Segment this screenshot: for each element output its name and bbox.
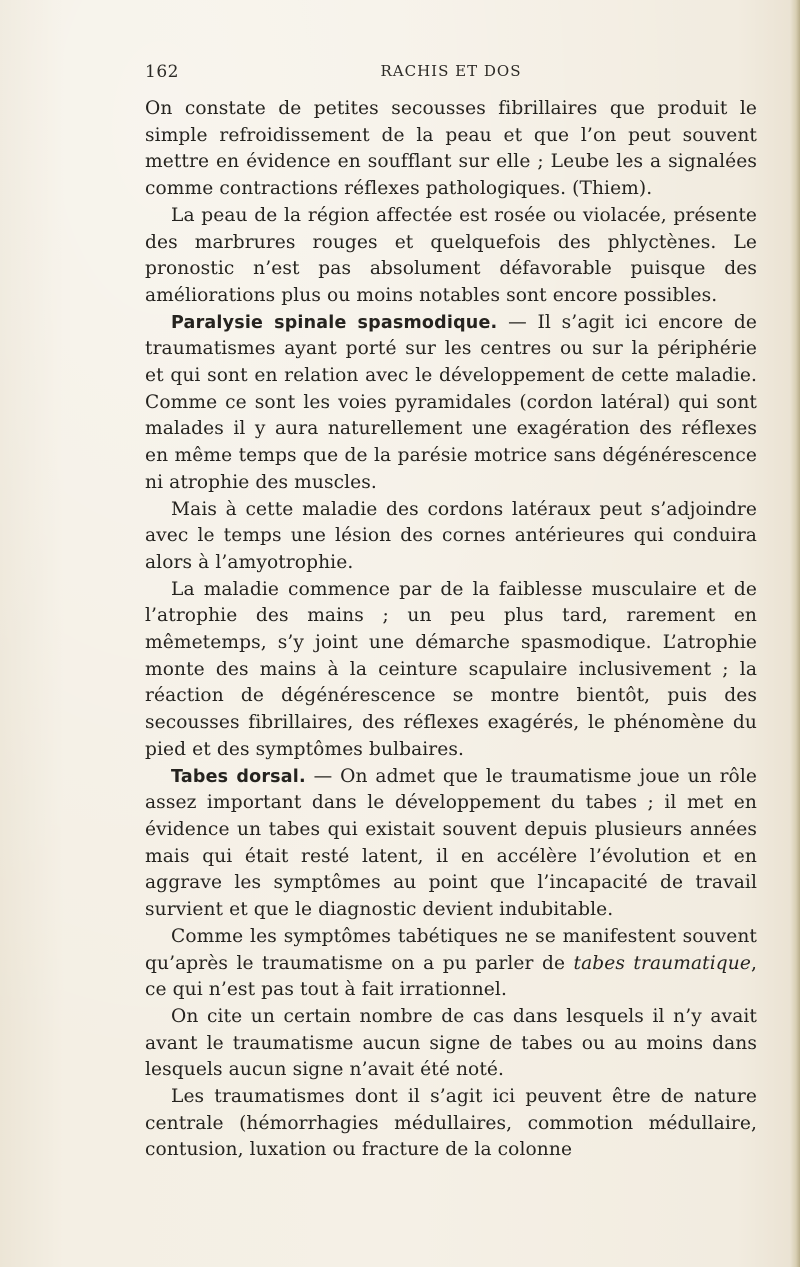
paragraph-text: On constate de petites secousses fibrillaires que produit le simple refroidissement de la peau et que l’on peut souvent mettre en évidence en soufflant sur elle ; Leube les a signalées comme contractions réflexes pathologiques. (Thiem). <box>145 98 757 200</box>
section-heading: Tabes dorsal. <box>171 766 306 787</box>
paragraph <box>145 497 757 577</box>
paragraph <box>145 1084 757 1164</box>
paragraph-text: — Il s’agit ici encore de traumatismes ayant porté sur les centres ou sur la périphérie et qui sont en relation avec le développement de cette maladie. Comme ce sont les voies pyramidales (cordon latéral) qui sont malades il y aura naturellement une exagération des réflexes en même temps que de la parésie motrice sans dégénérescence ni atrophie des muscles. <box>145 311 758 493</box>
emphasized-term: tabes traumatique <box>573 952 751 974</box>
paragraph-text: Les traumatismes dont il s’agit ici peuvent être de nature centrale (hémorrhagies médullaires, commotion médullaire, contusion, luxation ou fracture de la colonne <box>145 1086 757 1161</box>
paragraph-text: On cite un certain nombre de cas dans lesquels il n’y avait avant le traumatisme aucun signe de tabes ou au moins dans lesquels aucun signe n’avait été noté. <box>145 1005 757 1081</box>
paragraph-text: La maladie commence par de la faiblesse musculaire et de l’atrophie des mains ; un peu plus tard, rarement en mêmetemps, s’y joint une démarche spasmodique. L’atrophie monte des mains à la ceinture scapulaire inclusivement ; la réaction de dégénérescence se montre bientôt, puis des secousses fibrillaires, des réflexes exagérés, le phénomène du pied et des symptômes bulbaires. <box>145 578 757 760</box>
paragraph <box>145 924 757 1004</box>
paragraph-text: Mais à cette maladie des cordons latéraux peut s’adjoindre avec le temps une lésion des cornes antérieures qui conduira alors à l’amyotrophie. <box>145 498 757 573</box>
paragraph-text: — On admet que le traumatisme joue un rôle assez important dans le développement du tabes ; il met en évidence un tabes qui existait souvent depuis plusieurs années mais qui était resté latent, il en accélère l’évolution et en aggrave les symptômes au point que l’incapacité de travail survient et que le diagnostic devient indubitable. <box>145 765 758 921</box>
paragraph <box>145 310 757 497</box>
paragraph <box>145 1004 757 1084</box>
section-heading: Paralysie spinale spasmodique. <box>171 312 498 333</box>
paragraph <box>145 96 757 203</box>
paragraph <box>145 764 757 924</box>
paragraph-text: La peau de la région affectée est rosée ou violacée, présente des marbrures rouges et quelquefois des phlyctènes. Le pronostic n’est pas absolument défavorable puisque des améliorations plus ou moins notables sont encore possibles. <box>145 204 757 306</box>
paragraph <box>145 577 757 764</box>
body-text <box>145 96 757 1164</box>
page-number: 162 <box>145 62 179 82</box>
paragraph-text-after: , ce qui n’est pas tout à fait irrationnel. <box>145 952 757 1001</box>
paragraph-text: Comme les symptômes tabétiques ne se manifestent souvent qu’après le traumatisme on a pu parler de <box>145 925 757 974</box>
running-title: RACHIS ET DOS <box>380 62 522 80</box>
paragraph <box>145 203 757 310</box>
page-header <box>145 62 757 86</box>
page-edge-shadow <box>790 0 800 1267</box>
